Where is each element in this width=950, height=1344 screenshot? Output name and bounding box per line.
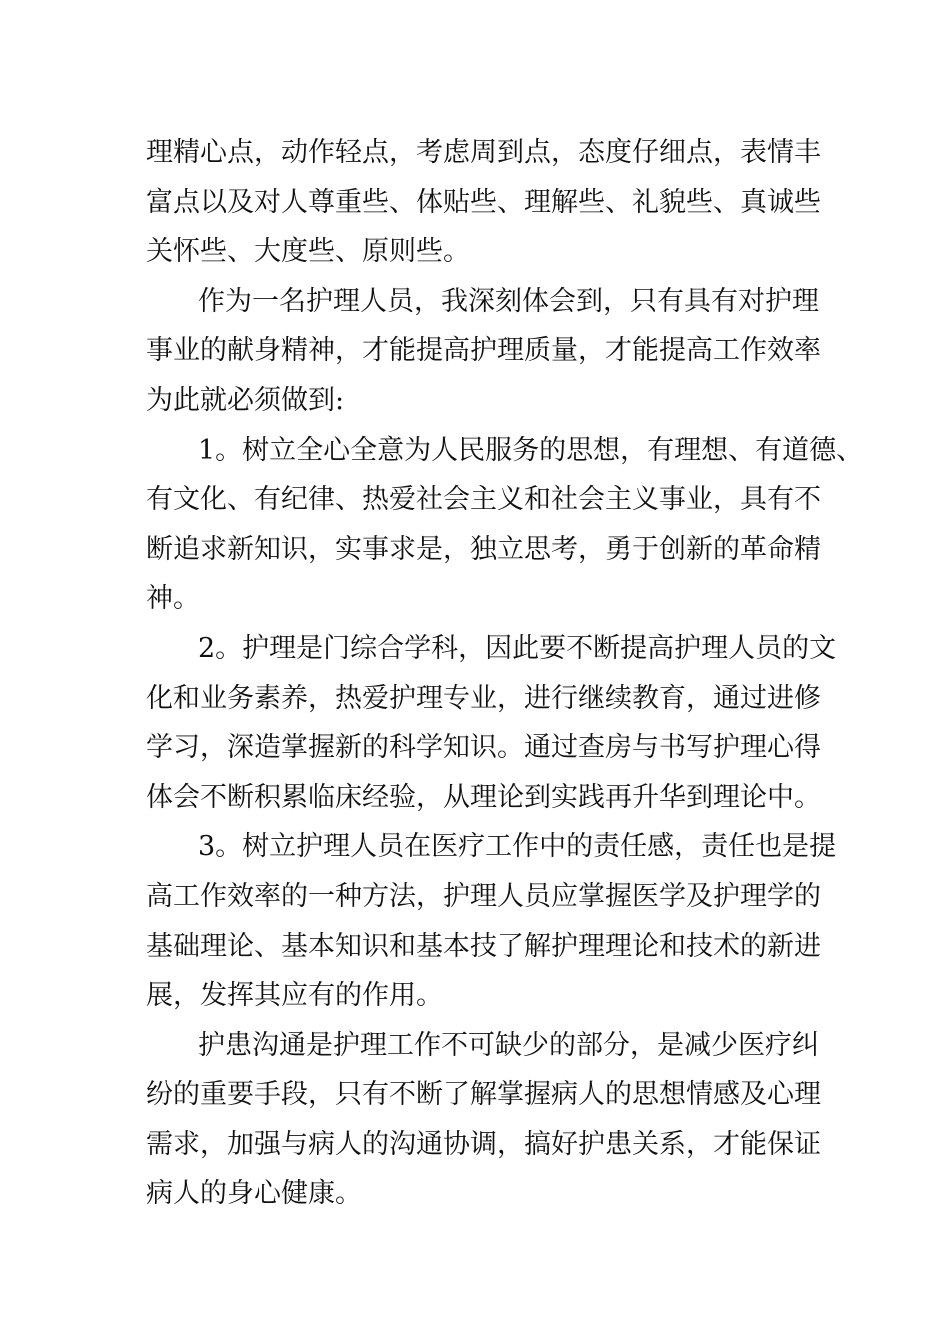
text-line: 体会不断积累临床经验，从理论到实践再升华到理论中。: [146, 781, 821, 813]
text-line: 展，发挥其应有的作用。: [146, 980, 443, 1012]
paragraph: [146, 426, 864, 624]
text-line: 关怀些、大度些、原则些。: [146, 236, 470, 268]
text-line: 有文化、有纪律、热爱社会主义和社会主义事业，具有不: [146, 484, 821, 516]
body-text: [146, 128, 864, 1219]
paragraph: [146, 822, 837, 1020]
text-line: 基础理论、基本知识和基本技了解护理理论和技术的新进: [146, 930, 821, 962]
text-line: 2。护理是门综合学科，因此要不断提高护理人员的文: [198, 632, 837, 664]
text-line: 纷的重要手段，只有不断了解掌握病人的思想情感及心理: [146, 1079, 821, 1111]
text-line: 神。: [146, 583, 200, 615]
text-line: 学习，深造掌握新的科学知识。通过查房与书写护理心得: [146, 732, 821, 764]
paragraph: [146, 624, 837, 822]
text-line: 护患沟通是护理工作不可缺少的部分，是减少医疗纠: [198, 1029, 819, 1061]
text-line: 断追求新知识，实事求是，独立思考，勇于创新的革命精: [146, 533, 821, 565]
text-line: 事业的献身精神，才能提高护理质量，才能提高工作效率: [146, 335, 821, 367]
paragraph: [146, 277, 826, 426]
text-line: 理精心点，动作轻点，考虑周到点，态度仔细点，表情丰: [146, 137, 821, 168]
text-line: 高工作效率的一种方法，护理人员应掌握医学及护理学的: [146, 880, 821, 912]
text-line: 1。树立全心全意为人民服务的思想，有理想、有道德、: [198, 434, 864, 466]
paragraph: [146, 1021, 826, 1219]
text-line: 病人的身心健康。: [146, 1178, 362, 1210]
text-line: 富点以及对人尊重些、体贴些、理解些、礼貌些、真诚些: [146, 186, 821, 218]
text-line: 3。树立护理人员在医疗工作中的责任感，责任也是提: [198, 831, 837, 863]
text-line: 需求，加强与病人的沟通协调，搞好护患关系，才能保证: [146, 1128, 821, 1160]
text-line: 作为一名护理人员，我深刻体会到，只有具有对护理: [198, 285, 819, 317]
text-line: 为此就必须做到:: [146, 384, 345, 416]
paragraph: [146, 128, 826, 277]
text-line: 化和业务素养，热爱护理专业，进行继续教育，通过进修: [146, 682, 821, 714]
